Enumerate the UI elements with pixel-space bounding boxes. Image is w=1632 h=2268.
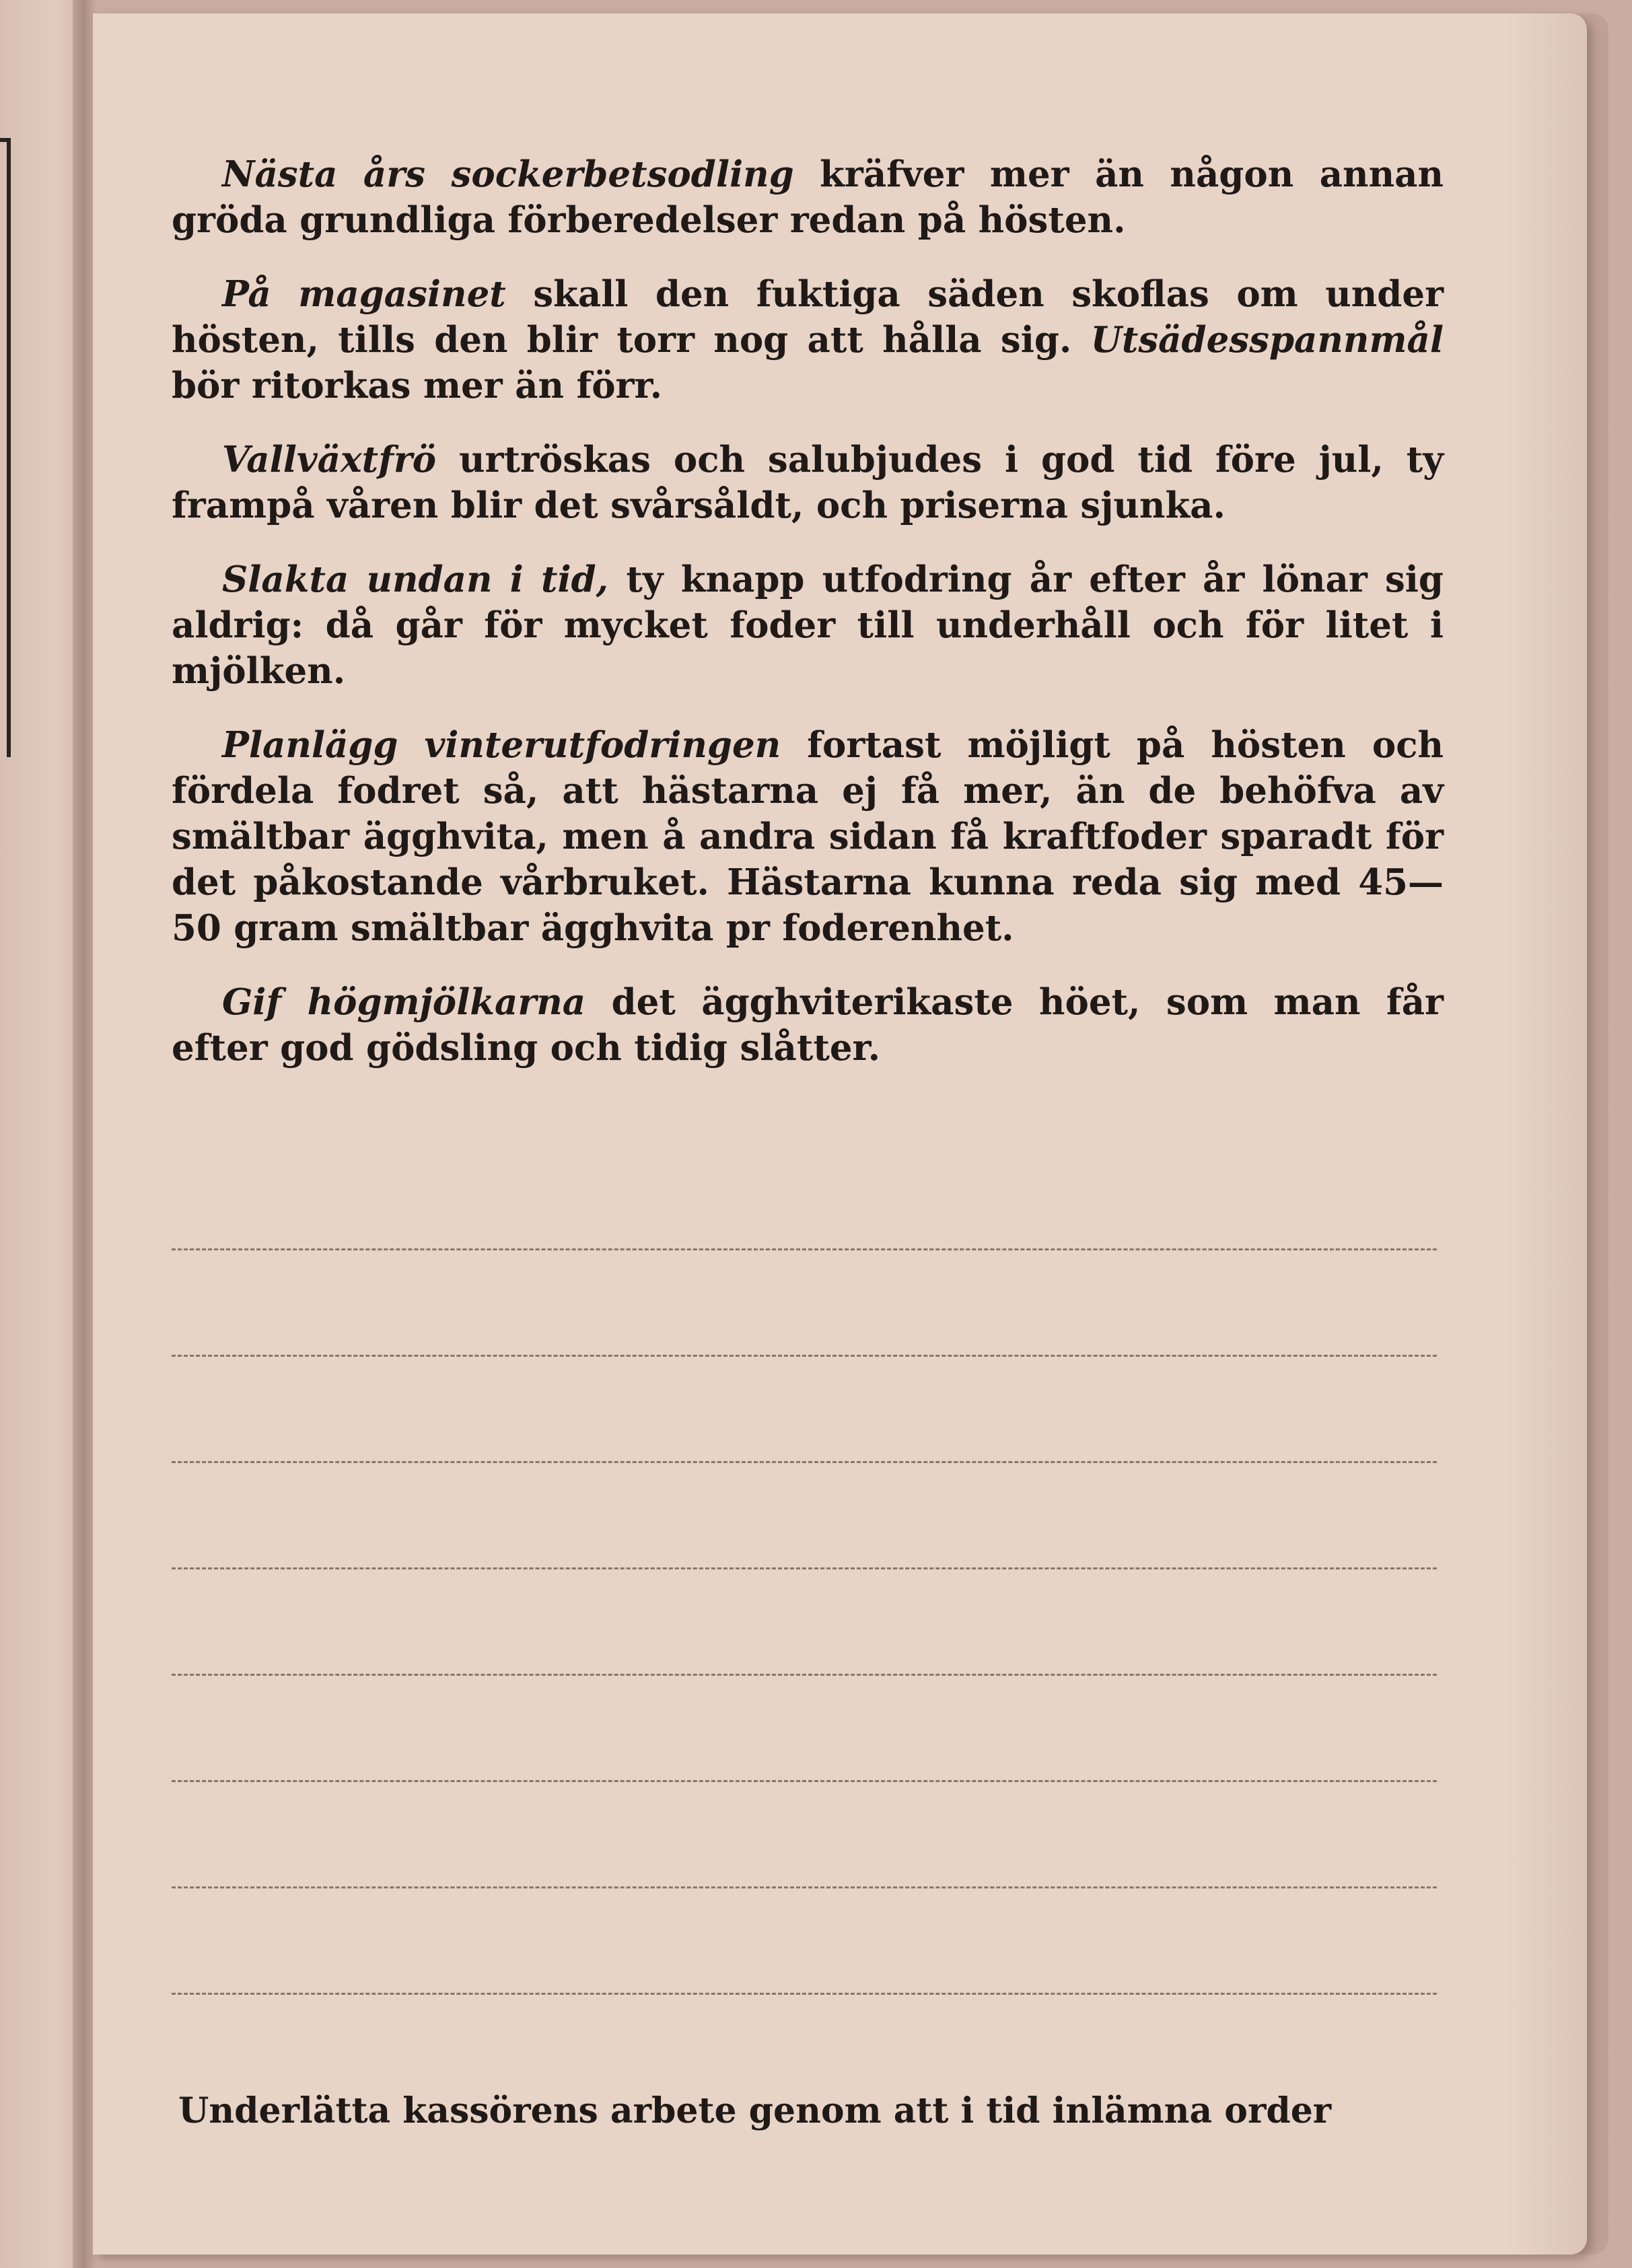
- note-lines: [172, 1248, 1437, 2099]
- paragraph-vallvaxtfro: [172, 437, 1444, 528]
- paragraph-lead: På magasinet: [222, 273, 506, 315]
- paragraph-body: skall den fuktiga säden skoflas om under hösten, tills den blir torr nog att hålla sig.: [172, 273, 1444, 361]
- left-page-rule: [7, 138, 11, 757]
- paragraph-body: kräfver mer än någon annan gröda grundliga förberedelser redan på hösten.: [172, 153, 1444, 241]
- paragraph-lead: Gif högmjölkarna: [222, 981, 586, 1023]
- note-line: [172, 1567, 1437, 1569]
- note-line: [172, 1674, 1437, 1676]
- paragraph-vinterutfodring: [172, 722, 1444, 951]
- paragraph-hogmjolkarna: [172, 979, 1444, 1071]
- paragraph-italic-term: Utsädesspannmål: [1090, 319, 1444, 361]
- note-line: [172, 1461, 1437, 1463]
- paragraph-magasinet: [172, 271, 1444, 409]
- note-line: [172, 1248, 1437, 1250]
- book-gutter: [73, 0, 96, 2268]
- note-line: [172, 1993, 1437, 1995]
- paragraph-lead: Planlägg vinterutfodringen: [222, 724, 781, 766]
- paragraph-lead: Nästa års sockerbetsodling: [222, 153, 794, 195]
- paragraph-tail: bör ritorkas mer än förr.: [172, 365, 663, 406]
- paragraph-body: fortast möjligt på hösten och fördela fodret så, att hästarna ej få mer, än de behöfva av smältbar ägghvita, men å andra sidan få kraftfoder sparadt för det påkostande vårbruket. Hästarna kunna reda sig med 45—50 gram smältbar ägghvita pr foderenhet.: [172, 724, 1444, 949]
- note-line: [172, 1780, 1437, 1782]
- paragraph-sockerbetsodling: [172, 151, 1444, 243]
- note-line: [172, 1355, 1437, 1357]
- paragraph-body: ty knapp utfodring år efter år lönar sig aldrig: då går för mycket foder till underhåll och för litet i mjölken.: [172, 559, 1444, 692]
- footer-notice: Underlätta kassörens arbete genom att i tid inlämna order: [178, 2090, 1332, 2131]
- note-line: [172, 1886, 1437, 1888]
- paragraph-lead: Slakta undan i tid,: [222, 559, 609, 600]
- paragraph-body: urtröskas och salubjudes i god tid före jul, ty frampå våren blir det svårsåldt, och priserna sjunka.: [172, 439, 1444, 526]
- page-text: [172, 151, 1444, 1099]
- paragraph-lead: Vallväxtfrö: [222, 439, 437, 481]
- paragraph-body: det ägghviterikaste höet, som man får efter god gödsling och tidig slåtter.: [172, 981, 1444, 1069]
- paragraph-slakta: [172, 557, 1444, 694]
